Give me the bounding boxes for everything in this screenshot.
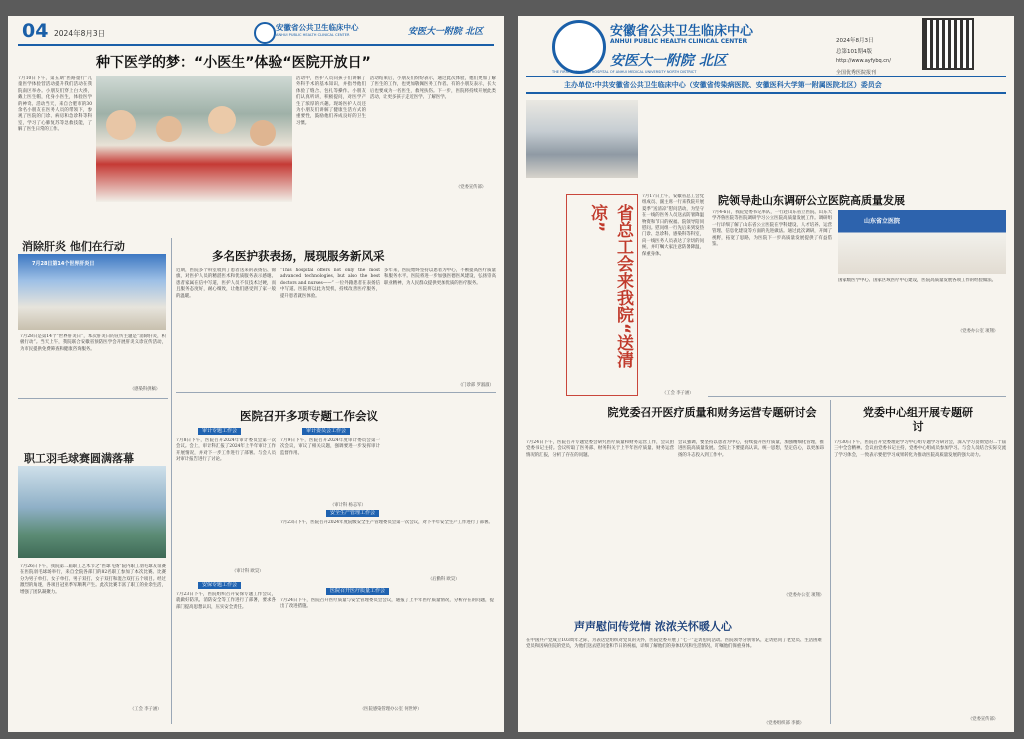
a1-title: 种下医学的梦：“小医生”体验“医院开放日” <box>96 55 371 71</box>
a1-byline: （党委宣传部） <box>456 185 487 190</box>
a2-title: 消除肝炎 他们在行动 <box>22 240 125 253</box>
r-a1-caption: 国家级医学中心、国家区域医疗中心建设，医院高质量发展各项工作的经验做法。 <box>838 278 997 283</box>
feature-body: 7月17日上午，安徽省总工会党组成员、副主席一行来我院开展夏季“送清凉”慰问活动，为坚守在一线的医务人员送去防暑降温物资和节日的祝福。院领导陪同慰问。慰问组一行先后来到发热门诊、急诊科、感染科等科室，向一线医务人员表达了亲切的问候，并叮嘱大家注意防暑降温，保重身体。 <box>642 194 704 257</box>
a2-divider <box>18 398 168 399</box>
a2-byline: （感染科供稿） <box>130 387 161 392</box>
a2-banner: 7月28日第14个世界肝炎日 <box>32 261 95 267</box>
sponsor-rule <box>526 92 1006 94</box>
a5-s1-byline: （审计科 欧昊） <box>232 569 264 574</box>
a1-col2: 活动中，医护人员向孩子们讲解了外科手术的基本知识，并指导他们体验了缝合、包扎等操作。小朋友们认真听讲，积极提问，对医学产生了浓厚的兴趣。现场医护人员还为小朋友们讲解了健康生活方式的重要性，鼓励他们养成良好的卫生习惯。 <box>296 76 366 126</box>
a4-byline: （门诊部 罗淑淑） <box>458 383 494 388</box>
r-a4-body: 在中国共产党成立103周年之际，为表达党组织对党员的关怀，医院党委开展了“七一”走访慰问活动。医院领导分别带队，走访慰问了老党员、生活困难党员和因病住院的党员，为他们送去慰问金和节日的祝福，详细了解他们的身体状况和生活情况，叮嘱他们保重身体。 <box>526 638 822 650</box>
r-a1-title: 院领导赴山东调研公立医院高质量发展 <box>718 194 905 207</box>
right-issue: 总第101期4版 <box>836 49 872 55</box>
a5-s1-body: 7月8日下午，医院召开2024年审计委员会第一次会议。会上，审计科汇报了2024年上半年审计工作开展情况，并对下一步工作进行了部署。与会人员对审计报告进行了讨论。 <box>176 438 276 463</box>
r-a3-byline: （党委宣传部） <box>968 717 999 722</box>
left-page <box>8 16 504 732</box>
qr-code-icon <box>922 18 974 70</box>
a1-col3: 活动结束后，小朋友们纷纷表示，通过此次体验，他们更加了解了医生的工作，也更加敬佩医务工作者。有的小朋友表示，长大后也要成为一名医生，救死扶伤。下一步，医院将持续开展此类活动，让更多孩子走近医学、了解医学。 <box>370 76 496 101</box>
r-vertical-divider <box>830 400 831 724</box>
feature-byline: （工会 李子涵） <box>662 391 694 396</box>
header-org-en: ANHUI PUBLIC HEALTH CLINICAL CENTER <box>276 33 350 37</box>
r-a4-title: 声声慰问传党情 浓浓关怀暖人心 <box>574 620 732 633</box>
a1-photo <box>96 76 292 202</box>
r-a2-byline: （党委办公室 项翔） <box>784 593 825 598</box>
r-a2-body2: 会议强调，要坚持以患者为中心，持续提升医疗质量，加强精细化管理，推进医院高质量发展。全院上下要提高认识、统一思想，坚定信心，以更加昂扬的斗志投入到工作中。 <box>678 440 824 458</box>
a2-photo <box>18 254 166 330</box>
a5-s3-body: 7月9日下午，医院召开2024年度审计委员会第一次会议，审议了相关议题，强调要进一步发挥审计监督作用。 <box>280 438 380 456</box>
sponsor-line: 主办单位:中共安徽省公共卫生临床中心（安徽省传染病医院、安徽医科大学第一附属医院北区）委员会 <box>564 81 882 89</box>
r-a1-byline: （党委办公室 项翔） <box>958 329 999 334</box>
a5-s3-label: 审计委员会工作会 <box>302 428 350 435</box>
header-logo-icon <box>254 22 276 44</box>
page-number: 04 <box>22 20 49 42</box>
r-a2-title: 院党委召开医疗质量和财务运营专题研讨会 <box>607 406 817 419</box>
a5-s4-body: 7月23日下午，医院召开2024年度院级安全生产管理委员会第一次会议，对下半年安全生产工作进行了部署。 <box>280 520 493 525</box>
a5-s5-body: 7月24日下午，医院召开医疗质量与安全管理委员会会议，通报了上半年医疗质量情况，分析存在的问题，提出了改进措施。 <box>280 598 494 610</box>
a4-col3: 多年来，医院始终坚持以患者为中心，不断提高医疗质量和服务水平。医院将进一步加强医德医风建设，弘扬崇高职业精神，为人民群众提供更加优质的医疗服务。 <box>384 268 496 286</box>
r-a4-byline: （党委组织部 李薇） <box>764 721 805 726</box>
a5-title: 医院召开多项专题工作会议 <box>240 409 378 423</box>
masthead-rule <box>526 76 1006 77</box>
a3-byline: （工会 李子涵） <box>130 707 162 712</box>
right-date: 2024年8月3日 <box>836 38 874 44</box>
page-date: 2024年8月3日 <box>54 29 106 38</box>
left-col-divider <box>171 238 172 724</box>
r-a2-body1: 7月24日下午，医院召开专题党委会研究医疗质量和财务运营工作，会议由党委书记主持。会议听取了医务部、财务科关于上半年医疗质量、财务运营情况的汇报，分析了存在的问题。 <box>526 440 674 458</box>
a4-col1: 近期，医院多个科室收到了患者送来的表扬信、锦旗，对医护人员的精湛医术和优质服务表示感谢。患者家属在信中写道，医护人员不仅技术过硬，而且服务态度好，耐心细致，让他们感受到了家一般的温暖。 <box>176 268 276 299</box>
a5-s1-label: 审计专题工作会 <box>198 428 241 435</box>
right-org-en: ANHUI PUBLIC HEALTH CLINICAL CENTER <box>610 38 748 45</box>
right-logo-icon <box>552 20 606 74</box>
a3-photo <box>18 466 166 558</box>
a3-body: 7月26日下午，我院第二届职工艺术节之“医球飞扬”院内职工羽毛球友谊赛在医院羽毛球场举行，来自全院各部门的82名职工参加了本次比赛。比赛分为男子单打、女子单打、男子双打、女子双打和混合双打五个项目。经过激烈的角逐，各项目冠亚季军顺利产生。此次比赛丰富了职工的业余生活，增强了团队凝聚力。 <box>20 564 166 595</box>
r-a3-title: 党委中心组开展专题研讨 <box>863 406 973 433</box>
a5-s5-byline: （医院感染管理办公室 何世婷） <box>360 707 422 712</box>
header-brand: 安医大一附院 北区 <box>408 27 484 37</box>
right-tagline: 全国优秀医院报刊 <box>836 70 877 76</box>
right-org: 安徽省公共卫生临床中心 <box>610 24 754 39</box>
header-org: 安徽省公共卫生临床中心 <box>276 23 359 32</box>
feature-headline: 省总工会来我院“送清凉” <box>587 204 633 369</box>
r-a1-photo <box>838 210 1006 274</box>
right-brand: 安医大一附院 北区 <box>610 53 727 69</box>
a4-divider <box>176 392 496 393</box>
right-site-link[interactable]: http://www.ayfybq.cn/ <box>836 58 891 64</box>
a2-body: 7月28日是第14个“世界肝炎日”，本次肝炎日的宣传主题是“消除肝炎，积极行动”。当天上午，我院联合安徽省预防医学会开展肝炎义诊宣传活动，为市民提供免费筛查和健康咨询服务。 <box>20 334 166 352</box>
a3-title: 职工羽毛球赛圆满落幕 <box>24 452 134 465</box>
a5-s4-byline: （后勤科 欧昊） <box>428 577 460 582</box>
feature-photo <box>526 100 638 178</box>
right-affiliate: THE FIRST AFFILIATED HOSPITAL OF ANHUI MEDICAL UNIVERSITY NORTH DISTRICT <box>552 70 697 74</box>
right-page <box>518 16 1014 732</box>
a4-title: 多名医护获表扬，展现服务新风采 <box>212 249 385 263</box>
a5-s3-byline: （审计科 杨志军） <box>330 503 366 508</box>
a5-s5-label: 医院召开医疗质量工作会 <box>326 588 389 595</box>
a4-col2: “This hospital offers not only the most advanced technologies, but also the best doctors and nurses——” 一位外籍患者在表扬信中写道。医院将以此为契机，持续改善医疗服务，提升患者就医体验。 <box>280 268 380 299</box>
header-rule <box>18 44 494 46</box>
r-a1-body: 7月4-6日，我院党委书记率队，一行赴山东省立医院、山东大学齐鲁医院等医院调研学习公立医院高质量发展工作。调研组一行详细了解了山东省公立医院在学科建设、人才培养、运营管理、信息化建设等方面的先进做法。通过此次调研，开阔了视野，拓宽了思路，为医院下一步高质量发展提供了有益借鉴。 <box>712 210 832 248</box>
a5-s2-body: 7月23日下午，医院组织召开安保专题工作会议，就做好防汛、消防安全等工作进行了部署，要求各部门提高思想认识，压实安全责任。 <box>176 592 276 610</box>
r-a3-body: 7月30日下午，医院召开党委理论学习中心组专题学习研讨会，深入学习贯彻党的二十届三中全会精神。会议由党委书记主持，党委中心组成员参加学习。与会人员结合实际交流了学习体会，一致表示要把学习成果转化为推动医院高质量发展的强大动力。 <box>834 440 1006 458</box>
a5-s2-label: 安保专题工作会 <box>198 582 241 589</box>
a5-s4-label: 安全生产管理工作会 <box>326 510 379 517</box>
r-a1-photo-sign: 山东省立医院 <box>864 218 901 225</box>
a1-col1: 7月10日下午，第五期“医路童行”儿童医学体验营活动提升我们活动在我院南区举办。小朋友们穿上白大褂，戴上医生帽，化身小医生，体验医学的神奇。活动当天，来自合肥市的30余名小朋友在医务人员的带领下，参观了医院的门诊、病房和急诊科等科室，学习了心肺复苏等急救技能，了解了医生日常的工作。 <box>18 76 92 133</box>
r-a1-divider <box>708 396 1006 397</box>
